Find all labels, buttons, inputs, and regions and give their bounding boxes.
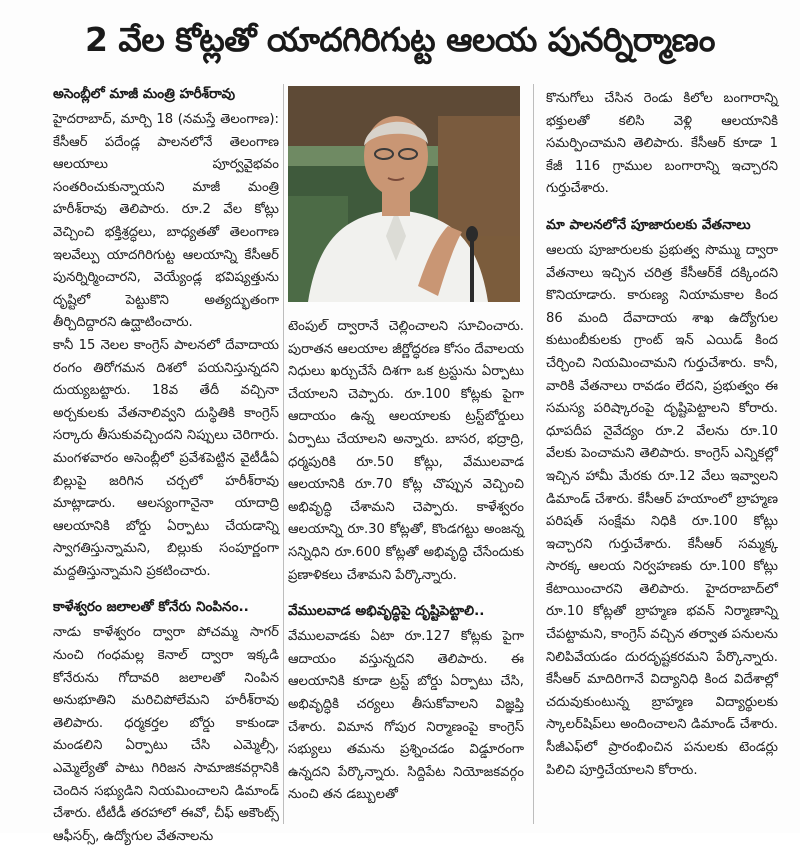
article-paragraph: హైదరాబాద్, మార్చి 18 (నమస్తే తెలంగాణ): కేసీఆర్ పదేండ్ల పాలనలోనే తెలంగాణ ఆలయాలు పూర్వవైభవం సంతరించుకున్నాయని మాజీ మంత్రి హరీశ్‌రావు తెలిపారు. రూ.2 వేల కోట్లు వెచ్చించి భక్తిశ్రద్ధలు, బాధ్యతతో తెలంగాణ ఇలవేల్పు యాదగిరిగుట్ట ఆలయాన్ని కేసీఆర్ పునర్నిర్మించారని, వెయ్యేండ్ల భవిష్యత్తును దృష్టిలో పెట్టుకొని అత్యద్భుతంగా తీర్చిదిద్దారని ఉద్ఘాటించారు.	[53, 112, 279, 331]
column-left	[53, 83, 279, 848]
subheading-assembly: అసెంబ్లీలో మాజీ మంత్రి హరీశ్‌రావు	[53, 86, 236, 102]
subheading-kaleshwaram: కాళేశ్వరం జలాలతో కోనేరు నింపినం..	[53, 599, 249, 616]
article-paragraph: వేములవాడకు ఏటా రూ.127 కోట్లకు పైగా ఆదాయం వస్తున్నదని తెలిపారు. ఈ ఆలయానికి కూడా ట్రస్ట్ బోర్డు ఏర్పాటు చేసి, అభివృద్ధికి చర్యలు తీసుకోవాలని విజ్ఞప్తి చేశారు. విమాన గోపుర నిర్మాణంపై కాంగ్రెస్ సభ్యులు తమను ప్రశ్నించడం విడ్డూరంగా ఉన్నదని పేర్కొన్నారు. సిద్దిపేట నియోజకవర్గం నుంచి తన డబ్బులతో	[288, 629, 524, 803]
subheading-priests-salaries: మా పాలనలోనే పూజారులకు వేతనాలు	[546, 216, 751, 233]
column-divider	[533, 84, 534, 824]
article-paragraph: కానీ 15 నెలల కాంగ్రెస్ పాలనలో దేవాదాయ రంగం తిరోగమన దిశలో పయనిస్తున్నదని దుయ్యబట్టారు. 18వ తేదీ వచ్చినా అర్చకులకు వేతనాలివ్వని దుస్థితికి కాంగ్రెస్ సర్కారు తీసుకువచ్చిందని నిప్పులు చెరిగారు. మంగళవారం అసెంబ్లీలో ప్రవేశపెట్టిన వైటీడీఏ బిల్లుపై జరిగిన చర్చలో హరీశ్‌రావు మాట్లాడారు. ఆలస్యంగానైనా యాదాద్రి ఆలయానికి బోర్డు ఏర్పాటు చేయడాన్ని స్వాగతిస్తున్నామని, బిల్లుకు సంపూర్ణంగా మద్దతిస్తున్నామని ప్రకటించారు.	[53, 337, 279, 579]
speaker-photo-illustration	[288, 86, 520, 302]
column-divider	[283, 84, 284, 824]
column-middle	[288, 316, 524, 807]
article-paragraph: కొనుగోలు చేసిన రెండు కిలోల బంగారాన్ని భక్తులతో కలిసి వెళ్లి ఆలయానికి సమర్పించామని తెలిపారు. కేసీఆర్ కూడా 1 కేజీ 116 గ్రాముల బంగారాన్ని ఇచ్చారని గుర్తుచేశారు.	[546, 91, 778, 197]
speaker-photo	[288, 86, 520, 302]
article-paragraph: టెంపుల్ ద్వారానే చెల్లించాలని సూచించారు. పురాతన ఆలయాల జీర్ణోద్ధరణ కోసం దేవాలయ నిధులు ఖర్చుచేసే దిశగా ఒక ట్రస్టును ఏర్పాటు చేయాలని చెప్పారు. రూ.100 కోట్లకు పైగా ఆదాయం ఉన్న ఆలయాలకు ట్రస్ట్‌బోర్డులు ఏర్పాటు చేయాలని అన్నారు. బాసర, భద్రాద్రి, ధర్మపురికి రూ.50 కోట్లు, వేములవాడ ఆలయానికి రూ.70 కోట్ల చొప్పున వెచ్చించి అభివృద్ధి చేశామని చెప్పారు. కాళేశ్వరం ఆలయాన్ని రూ.30 కోట్లతో, కొండగట్టు అంజన్న సన్నిధిని రూ.600 కోట్లతో అభివృద్ధి చేసేందుకు ప్రణాళికలు చేశామని పేర్కొన్నారు.	[288, 319, 524, 583]
headline: 2 వేల కోట్లతో యాదగిరిగుట్ట ఆలయ పునర్నిర్మాణం	[84, 20, 716, 59]
article-paragraph: నాడు కాళేశ్వరం ద్వారా పోచమ్మ సాగర్ నుంచి గంధమల్ల కెనాల్ ద్వారా ఇక్కడి కోనేరును గోదావరి జలాలతో నింపిన అనుభూతిని మరిచిపోలేమని హరీశ్‌రావు తెలిపారు. ధర్మకర్తల బోర్డు కాకుండా మండలిని ఏర్పాటు చేసి ఎమ్మెల్సీ, ఎమ్మెల్యేతో పాటు గిరిజన సామాజికవర్గానికి చెందిన సభ్యుడిని నియమించాలని డిమాండ్ చేశారు. టీటీడీ తరహాలో ఈవో, చీఫ్ అకౌంట్స్ ఆఫీసర్స్, ఉద్యోగుల వేతనాలను	[53, 625, 279, 844]
subheading-vemulawada: వేములవాడ అభివృద్ధిపై దృష్టిపెట్టాలి..	[288, 603, 485, 620]
column-right	[546, 88, 778, 782]
article-paragraph: ఆలయ పూజారులకు ప్రభుత్వ సొమ్ము ద్వారా వేతనాలు ఇచ్చిన చరిత్ర కేసీఆర్‌కే దక్కిందని కొనియాడారు. కారుణ్య నియామకాల కింద 86 మంది దేవాదాయ శాఖ ఉద్యోగుల కుటుంబీకులకు గ్రాంట్ ఇన్ ఎయిడ్ కింద చేర్చించి నియమించామని గుర్తుచేశారు. కానీ, వారికి వేతనాలు రావడం లేదని, ప్రభుత్వం ఈ సమస్య పరిష్కారంపై దృష్టిపెట్టాలని కోరారు. ధూపదీప నైవేద్యం రూ.2 వేలను రూ.10 వేలకు పెంచామని తెలిపారు. కాంగ్రెస్ ఎన్నికల్లో ఇచ్చిన హామీ మేరకు రూ.12 వేలు ఇవ్వాలని డిమాండ్ చేశారు. కేసీఆర్ హయాంలో బ్రాహ్మణ పరిషత్ సంక్షేమ నిధికి రూ.100 కోట్లు ఇచ్చారని గుర్తుచేశారు. కేసీఆర్ సమ్మక్క సారక్క ఆలయ నిర్వహణకు రూ.100 కోట్లు కేటాయించారని తెలిపారు. హైదరాబాద్‌లో రూ.10 కోట్లతో బ్రాహ్మణ భవన్ నిర్మాణాన్ని చేపట్టామని, కాంగ్రెస్ వచ్చిన తర్వాత పనులను నిలిపివేయడం దురదృష్టకరమని పేర్కొన్నారు. కేసీఆర్ మాదిరిగానే విద్యానిధి కింద విదేశాల్లో చదువుకుంటున్న బ్రాహ్మణ విద్యార్థులకు స్కాలర్‌షిప్‌లు అందించాలని డిమాండ్ చేశారు. సీజీఎఫ్‌లో ప్రారంభించిన పనులకు టెండర్లు పిలిచి పూర్తిచేయాలని కోరారు.	[546, 242, 778, 778]
